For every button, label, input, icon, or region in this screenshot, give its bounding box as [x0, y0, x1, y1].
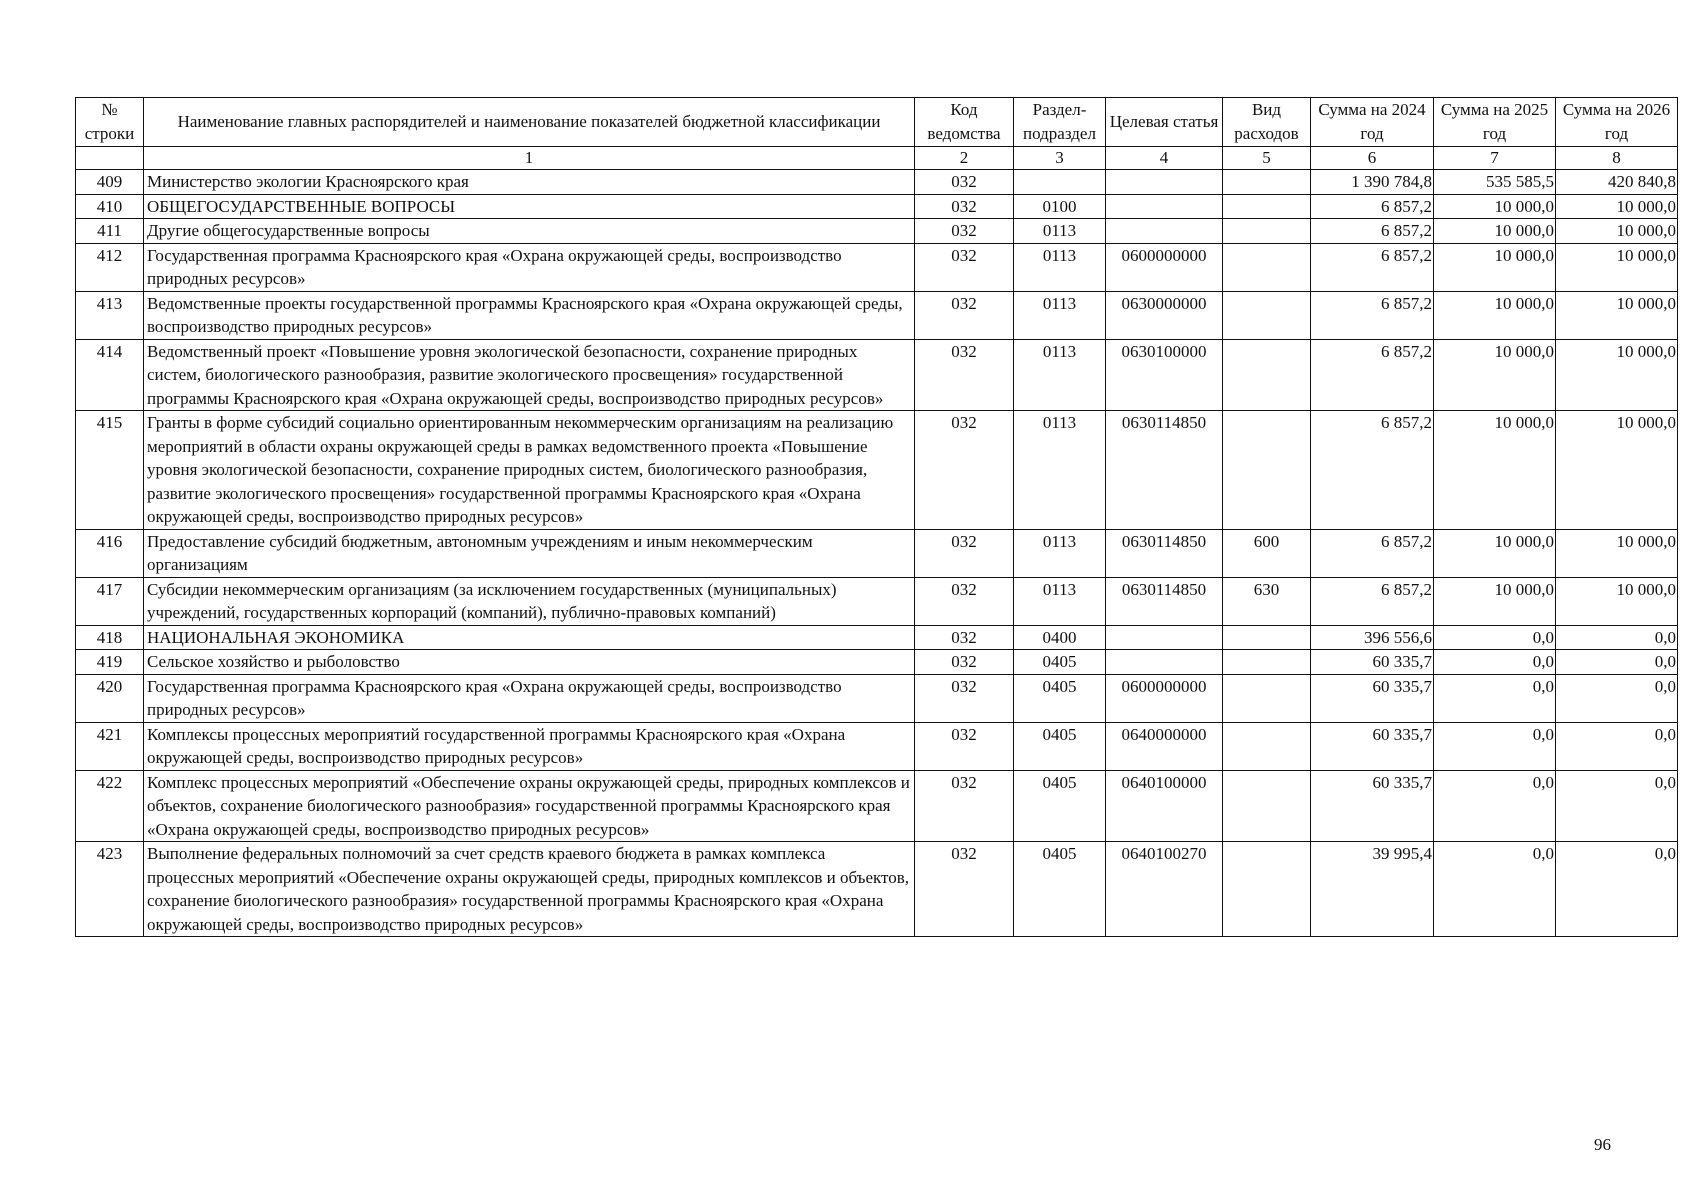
- row-sum-2025: 10 000,0: [1434, 194, 1556, 219]
- table-row: [76, 650, 1678, 675]
- table-row: [76, 170, 1678, 195]
- row-target-article: [1106, 219, 1223, 244]
- table-row: [76, 339, 1678, 411]
- row-number: 414: [76, 339, 144, 411]
- row-number: 418: [76, 625, 144, 650]
- row-sum-2026: 0,0: [1556, 842, 1678, 937]
- row-sum-2024: 39 995,4: [1311, 842, 1434, 937]
- header-ved-code: Код ведомства: [915, 98, 1014, 147]
- row-sum-2026: 0,0: [1556, 650, 1678, 675]
- row-sum-2025: 0,0: [1434, 650, 1556, 675]
- row-section: 0405: [1014, 674, 1106, 722]
- row-number: 419: [76, 650, 144, 675]
- column-index: 1: [144, 147, 915, 170]
- row-sum-2026: 10 000,0: [1556, 339, 1678, 411]
- row-section: 0113: [1014, 411, 1106, 530]
- row-name: Государственная программа Красноярского края «Охрана окружающей среды, воспроизводство природных ресурсов»: [144, 674, 915, 722]
- column-index: 4: [1106, 147, 1223, 170]
- row-expense-type: [1223, 243, 1311, 291]
- row-ved-code: 032: [915, 219, 1014, 244]
- row-number: 423: [76, 842, 144, 937]
- row-sum-2025: 10 000,0: [1434, 243, 1556, 291]
- row-expense-type: [1223, 842, 1311, 937]
- row-target-article: [1106, 650, 1223, 675]
- row-ved-code: 032: [915, 770, 1014, 842]
- row-sum-2024: 6 857,2: [1311, 243, 1434, 291]
- column-index: 7: [1434, 147, 1556, 170]
- table-body: [76, 170, 1678, 937]
- row-sum-2026: 10 000,0: [1556, 529, 1678, 577]
- row-sum-2025: 0,0: [1434, 842, 1556, 937]
- table-row: [76, 529, 1678, 577]
- row-section: 0113: [1014, 577, 1106, 625]
- row-sum-2025: 10 000,0: [1434, 577, 1556, 625]
- table-row: [76, 219, 1678, 244]
- header-sum-2025: Сумма на 2025 год: [1434, 98, 1556, 147]
- row-number: 410: [76, 194, 144, 219]
- row-ved-code: 032: [915, 722, 1014, 770]
- row-sum-2025: 0,0: [1434, 770, 1556, 842]
- row-ved-code: 032: [915, 170, 1014, 195]
- row-ved-code: 032: [915, 625, 1014, 650]
- row-name: Гранты в форме субсидий социально ориентированным некоммерческим организациям на реализацию мероприятий в области охраны окружающей среды в рамках ведомственного проекта «Повышение уровня экологической безопасности, сохранение природных систем, биологического разнообразия, развитие экологического просвещения» государственной программы Красноярского края «Охрана окружающей среды, воспроизводство природных ресурсов»: [144, 411, 915, 530]
- row-sum-2024: 6 857,2: [1311, 339, 1434, 411]
- row-section: 0100: [1014, 194, 1106, 219]
- row-expense-type: [1223, 291, 1311, 339]
- row-sum-2024: 1 390 784,8: [1311, 170, 1434, 195]
- row-name: Комплекс процессных мероприятий «Обеспечение охраны окружающей среды, природных комплексов и объектов, сохранение биологического разнообразия» государственной программы Красноярского края «Охрана окружающей среды, воспроизводство природных ресурсов»: [144, 770, 915, 842]
- row-target-article: 0630100000: [1106, 339, 1223, 411]
- row-name: ОБЩЕГОСУДАРСТВЕННЫЕ ВОПРОСЫ: [144, 194, 915, 219]
- column-index: 8: [1556, 147, 1678, 170]
- row-name: НАЦИОНАЛЬНАЯ ЭКОНОМИКА: [144, 625, 915, 650]
- table-row: [76, 842, 1678, 937]
- row-sum-2025: 0,0: [1434, 625, 1556, 650]
- row-sum-2026: 0,0: [1556, 625, 1678, 650]
- row-target-article: 0630114850: [1106, 577, 1223, 625]
- table-row: [76, 674, 1678, 722]
- row-sum-2025: 10 000,0: [1434, 291, 1556, 339]
- row-ved-code: 032: [915, 194, 1014, 219]
- row-target-article: 0640100000: [1106, 770, 1223, 842]
- row-sum-2024: 6 857,2: [1311, 577, 1434, 625]
- table-row: [76, 411, 1678, 530]
- header-name: Наименование главных распорядителей и наименование показателей бюджетной классификации: [144, 98, 915, 147]
- row-sum-2026: 10 000,0: [1556, 194, 1678, 219]
- row-expense-type: 630: [1223, 577, 1311, 625]
- row-expense-type: [1223, 674, 1311, 722]
- row-number: 422: [76, 770, 144, 842]
- row-section: 0113: [1014, 243, 1106, 291]
- row-expense-type: 600: [1223, 529, 1311, 577]
- row-sum-2024: 396 556,6: [1311, 625, 1434, 650]
- row-sum-2026: 10 000,0: [1556, 291, 1678, 339]
- row-sum-2026: 10 000,0: [1556, 243, 1678, 291]
- row-number: 421: [76, 722, 144, 770]
- row-name: Сельское хозяйство и рыболовство: [144, 650, 915, 675]
- row-sum-2024: 60 335,7: [1311, 770, 1434, 842]
- row-section: [1014, 170, 1106, 195]
- row-number: 409: [76, 170, 144, 195]
- page-number: 96: [1594, 1135, 1611, 1154]
- header-row: [76, 98, 1678, 147]
- row-number: 415: [76, 411, 144, 530]
- document-page: [75, 97, 1677, 937]
- row-sum-2024: 6 857,2: [1311, 194, 1434, 219]
- row-name: Предоставление субсидий бюджетным, автономным учреждениям и иным некоммерческим организациям: [144, 529, 915, 577]
- row-section: 0113: [1014, 219, 1106, 244]
- row-ved-code: 032: [915, 577, 1014, 625]
- row-sum-2025: 0,0: [1434, 674, 1556, 722]
- row-section: 0400: [1014, 625, 1106, 650]
- row-target-article: [1106, 625, 1223, 650]
- column-index: [76, 147, 144, 170]
- row-section: 0113: [1014, 291, 1106, 339]
- row-expense-type: [1223, 170, 1311, 195]
- row-sum-2026: 10 000,0: [1556, 411, 1678, 530]
- row-target-article: 0600000000: [1106, 243, 1223, 291]
- column-index-row: [76, 147, 1678, 170]
- header-sum-2026: Сумма на 2026 год: [1556, 98, 1678, 147]
- row-target-article: 0600000000: [1106, 674, 1223, 722]
- row-number: 413: [76, 291, 144, 339]
- row-ved-code: 032: [915, 842, 1014, 937]
- header-expense-type: Вид расходов: [1223, 98, 1311, 147]
- row-section: 0405: [1014, 770, 1106, 842]
- row-expense-type: [1223, 411, 1311, 530]
- row-sum-2025: 10 000,0: [1434, 411, 1556, 530]
- row-sum-2024: 6 857,2: [1311, 529, 1434, 577]
- row-ved-code: 032: [915, 650, 1014, 675]
- row-expense-type: [1223, 625, 1311, 650]
- row-number: 420: [76, 674, 144, 722]
- row-expense-type: [1223, 219, 1311, 244]
- row-section: 0405: [1014, 722, 1106, 770]
- row-sum-2024: 6 857,2: [1311, 291, 1434, 339]
- header-sum-2024: Сумма на 2024 год: [1311, 98, 1434, 147]
- column-index: 6: [1311, 147, 1434, 170]
- row-name: Ведомственный проект «Повышение уровня экологической безопасности, сохранение природных систем, биологического разнообразия, развитие экологического просвещения» государственной программы Красноярского края «Охрана окружающей среды, воспроизводство природных ресурсов»: [144, 339, 915, 411]
- table-row: [76, 194, 1678, 219]
- row-expense-type: [1223, 650, 1311, 675]
- row-target-article: 0630114850: [1106, 411, 1223, 530]
- table-row: [76, 243, 1678, 291]
- row-ved-code: 032: [915, 529, 1014, 577]
- table-row: [76, 770, 1678, 842]
- row-name: Министерство экологии Красноярского края: [144, 170, 915, 195]
- row-target-article: 0630114850: [1106, 529, 1223, 577]
- row-name: Выполнение федеральных полномочий за счет средств краевого бюджета в рамках комплекса процессных мероприятий «Обеспечение охраны окружающей среды, природных комплексов и объектов, сохранение биологического разнообразия» государственной программы Красноярского края «Охрана окружающей среды, воспроизводство природных ресурсов»: [144, 842, 915, 937]
- row-sum-2026: 10 000,0: [1556, 219, 1678, 244]
- row-name: Другие общегосударственные вопросы: [144, 219, 915, 244]
- row-sum-2024: 60 335,7: [1311, 674, 1434, 722]
- row-sum-2025: 10 000,0: [1434, 529, 1556, 577]
- column-index: 2: [915, 147, 1014, 170]
- budget-table: [75, 97, 1678, 937]
- table-row: [76, 577, 1678, 625]
- row-ved-code: 032: [915, 674, 1014, 722]
- row-ved-code: 032: [915, 411, 1014, 530]
- header-target-article: Целевая статья: [1106, 98, 1223, 147]
- row-expense-type: [1223, 194, 1311, 219]
- row-sum-2025: 10 000,0: [1434, 339, 1556, 411]
- row-sum-2026: 0,0: [1556, 722, 1678, 770]
- row-target-article: [1106, 170, 1223, 195]
- row-expense-type: [1223, 770, 1311, 842]
- row-name: Комплексы процессных мероприятий государственной программы Красноярского края «Охрана окружающей среды, воспроизводство природных ресурсов»: [144, 722, 915, 770]
- row-name: Государственная программа Красноярского края «Охрана окружающей среды, воспроизводство природных ресурсов»: [144, 243, 915, 291]
- row-ved-code: 032: [915, 243, 1014, 291]
- row-number: 411: [76, 219, 144, 244]
- header-row-number: № строки: [76, 98, 144, 147]
- row-sum-2025: 0,0: [1434, 722, 1556, 770]
- row-ved-code: 032: [915, 339, 1014, 411]
- row-sum-2024: 6 857,2: [1311, 411, 1434, 530]
- row-name: Ведомственные проекты государственной программы Красноярского края «Охрана окружающей среды, воспроизводство природных ресурсов»: [144, 291, 915, 339]
- row-target-article: 0630000000: [1106, 291, 1223, 339]
- row-sum-2026: 10 000,0: [1556, 577, 1678, 625]
- row-expense-type: [1223, 339, 1311, 411]
- row-section: 0113: [1014, 529, 1106, 577]
- row-ved-code: 032: [915, 291, 1014, 339]
- row-sum-2025: 535 585,5: [1434, 170, 1556, 195]
- row-section: 0113: [1014, 339, 1106, 411]
- row-target-article: 0640100270: [1106, 842, 1223, 937]
- row-sum-2025: 10 000,0: [1434, 219, 1556, 244]
- row-number: 417: [76, 577, 144, 625]
- row-sum-2026: 0,0: [1556, 674, 1678, 722]
- header-section: Раздел-подраздел: [1014, 98, 1106, 147]
- row-sum-2024: 60 335,7: [1311, 722, 1434, 770]
- row-number: 416: [76, 529, 144, 577]
- column-index: 5: [1223, 147, 1311, 170]
- row-number: 412: [76, 243, 144, 291]
- row-sum-2026: 0,0: [1556, 770, 1678, 842]
- table-row: [76, 722, 1678, 770]
- row-sum-2024: 60 335,7: [1311, 650, 1434, 675]
- row-sum-2026: 420 840,8: [1556, 170, 1678, 195]
- row-target-article: 0640000000: [1106, 722, 1223, 770]
- row-name: Субсидии некоммерческим организациям (за исключением государственных (муниципальных) учреждений, государственных корпораций (компаний), публично-правовых компаний): [144, 577, 915, 625]
- table-row: [76, 625, 1678, 650]
- row-target-article: [1106, 194, 1223, 219]
- column-index: 3: [1014, 147, 1106, 170]
- row-section: 0405: [1014, 650, 1106, 675]
- row-expense-type: [1223, 722, 1311, 770]
- row-section: 0405: [1014, 842, 1106, 937]
- table-row: [76, 291, 1678, 339]
- row-sum-2024: 6 857,2: [1311, 219, 1434, 244]
